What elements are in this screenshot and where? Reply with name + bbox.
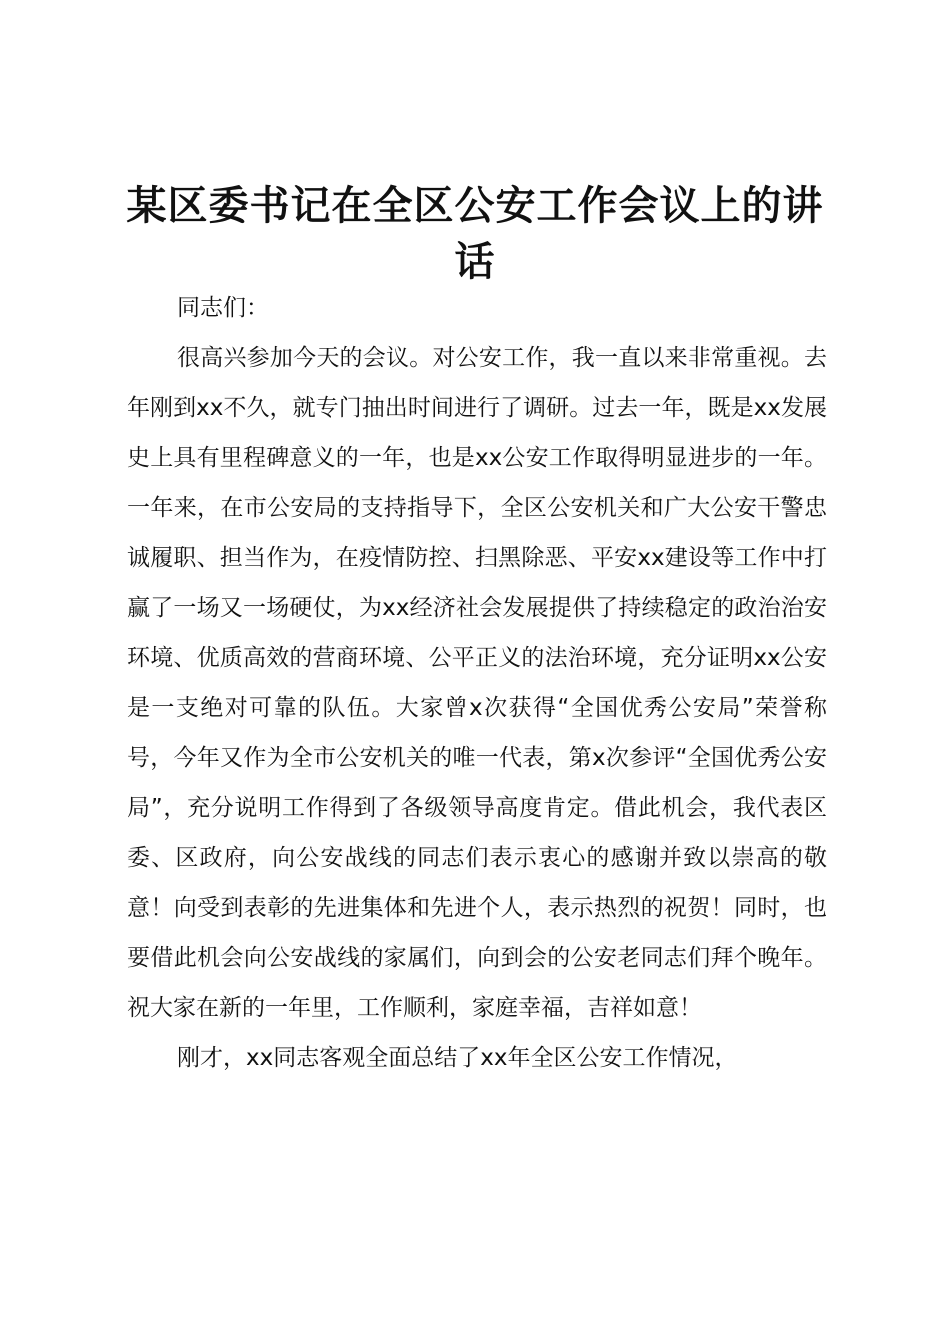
paragraph: 很高兴参加今天的会议。对公安工作，我一直以来非常重视。去年刚到xx不久，就专门抽出时间进行了调研。过去一年，既是xx发展史上具有里程碑意义的一年，也是xx公安工作取得明显进步的一年。一年来，在市公安局的支持指导下，全区公安机关和广大公安干警忠诚履职、担当作为，在疫情防控、扫黑除恶、平安xx建设等工作中打赢了一场又一场硬仗，为xx经济社会发展提供了持续稳定的政治治安环境、优质高效的营商环境、公平正义的法治环境，充分证明xx公安是一支绝对可靠的队伍。大家曾x次获得“全国优秀公安局”荣誉称号，今年又作为全市公安机关的唯一代表，第x次参评“全国优秀公安局”，充分说明工作得到了各级领导高度肯定。借此机会，我代表区委、区政府，向公安战线的同志们表示衷心的感谢并致以崇高的敬意！向受到表彰的先进集体和先进个人，表示热烈的祝贺！同时，也要借此机会向公安战线的家属们，向到会的公安老同志们拜个晚年。祝大家在新的一年里，工作顺利，家庭幸福，吉祥如意！ (127, 345, 827, 1021)
salutation: 同志们： (177, 295, 269, 321)
document-body (127, 283, 827, 1083)
document-title: 某区委书记在全区公安工作会议上的讲话 (126, 182, 824, 285)
paragraph: 刚才，xx同志客观全面总结了xx年全区公安工作情况， (177, 1045, 738, 1071)
